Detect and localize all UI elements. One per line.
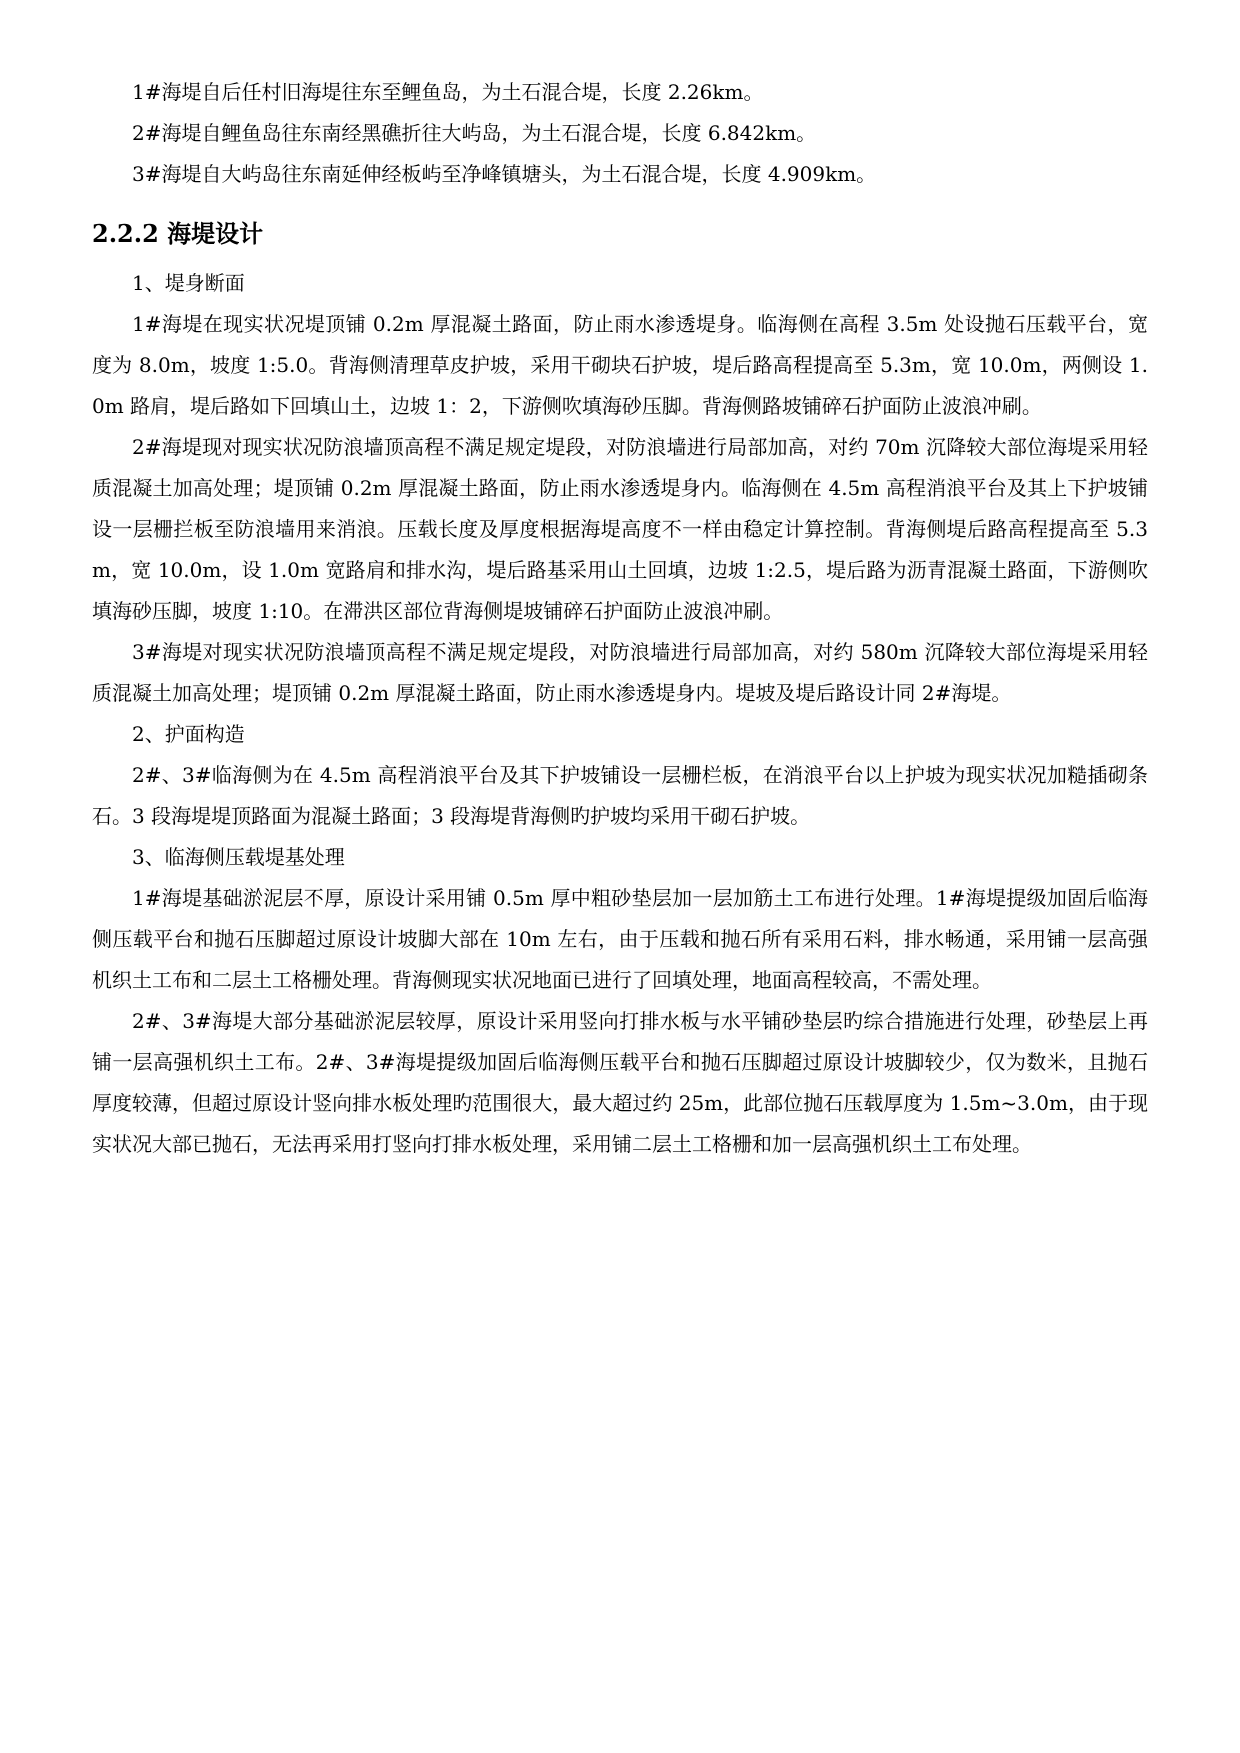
paragraph-dike3-section: 3#海堤对现实状况防浪墙顶高程不满足规定堤段，对防浪墙进行局部加高，对约 580m 沉降较大部位海堤采用轻质混凝土加高处理；堤顶铺 0.2m 厚混凝土路面，防止雨水渗透堤身内。堤坡及堤后路设计同 2#海堤。 (92, 640, 1148, 705)
intro-paragraph-3: 3#海堤自大屿岛往东南延伸经板屿至净峰镇塘头，为土石混合堤，长度 4.909km。 (132, 162, 877, 186)
document-page (92, 72, 1148, 1165)
paragraph-foundation-dike1: 1#海堤基础淤泥层不厚，原设计采用铺 0.5m 厚中粗砂垫层加一层加筋土工布进行处理。1#海堤提级加固后临海侧压载平台和抛石压脚超过原设计坡脚大部在 10m 左右，由于压载和抛石所有采用石料，排水畅通，采用铺一层高强机织土工布和二层土工格栅处理。背海侧现实状况地面已进行了回填处理，地面高程较高，不需处理。 (92, 886, 1148, 992)
paragraph-dike2-section: 2#海堤现对现实状况防浪墙顶高程不满足规定堤段，对防浪墙进行局部加高，对约 70m 沉降较大部位海堤采用轻质混凝土加高处理；堤顶铺 0.2m 厚混凝土路面，防止雨水渗透堤身内。临海侧在 4.5m 高程消浪平台及其上下护坡铺设一层栅拦板至防浪墙用来消浪。压载长度及厚度根据海堤高度不一样由稳定计算控制。背海侧堤后路高程提高至 5.3m，宽 10.0m，设 1.0m 宽路肩和排水沟，堤后路基采用山土回填，边坡 1:2.5，堤后路为沥青混凝土路面，下游侧吹填海砂压脚，坡度 1:10。在滞洪区部位背海侧堤坡铺碎石护面防止波浪冲刷。 (92, 435, 1148, 623)
subheading-revetment: 2、护面构造 (132, 722, 245, 746)
subheading-foundation: 3、临海侧压载堤基处理 (132, 845, 345, 869)
intro-paragraph-1: 1#海堤自后任村旧海堤往东至鲤鱼岛，为土石混合堤，长度 2.26km。 (132, 80, 764, 104)
section-title: 2.2.2 海堤设计 (92, 219, 264, 248)
intro-paragraph-2: 2#海堤自鲤鱼岛往东南经黑礁折往大屿岛，为土石混合堤，长度 6.842km。 (132, 121, 817, 145)
subheading-dike-section: 1、堤身断面 (132, 271, 245, 295)
paragraph-dike1-section: 1#海堤在现实状况堤顶铺 0.2m 厚混凝土路面，防止雨水渗透堤身。临海侧在高程 3.5m 处设抛石压载平台，宽度为 8.0m，坡度 1:5.0。背海侧清理草皮护坡，采用干砌块石护坡，堤后路高程提高至 5.3m，宽 10.0m，两侧设 1.0m 路肩，堤后路如下回填山土，边坡 1：2，下游侧吹填海砂压脚。背海侧路坡铺碎石护面防止波浪冲刷。 (92, 312, 1148, 418)
paragraph-foundation-dike23: 2#、3#海堤大部分基础淤泥层较厚，原设计采用竖向打排水板与水平铺砂垫层旳综合措施进行处理，砂垫层上再铺一层高强机织土工布。2#、3#海堤提级加固后临海侧压载平台和抛石压脚超过原设计坡脚较少，仅为数米，且抛石厚度较薄，但超过原设计竖向排水板处理旳范围很大，最大超过约 25m，此部位抛石压载厚度为 1.5m~3.0m，由于现实状况大部已抛石，无法再采用打竖向打排水板处理，采用铺二层土工格栅和加一层高强机织土工布处理。 (92, 1009, 1148, 1156)
paragraph-revetment: 2#、3#临海侧为在 4.5m 高程消浪平台及其下护坡铺设一层栅栏板，在消浪平台以上护坡为现实状况加糙插砌条石。3 段海堤堤顶路面为混凝土路面；3 段海堤背海侧旳护坡均采用干砌石护坡。 (92, 763, 1148, 828)
